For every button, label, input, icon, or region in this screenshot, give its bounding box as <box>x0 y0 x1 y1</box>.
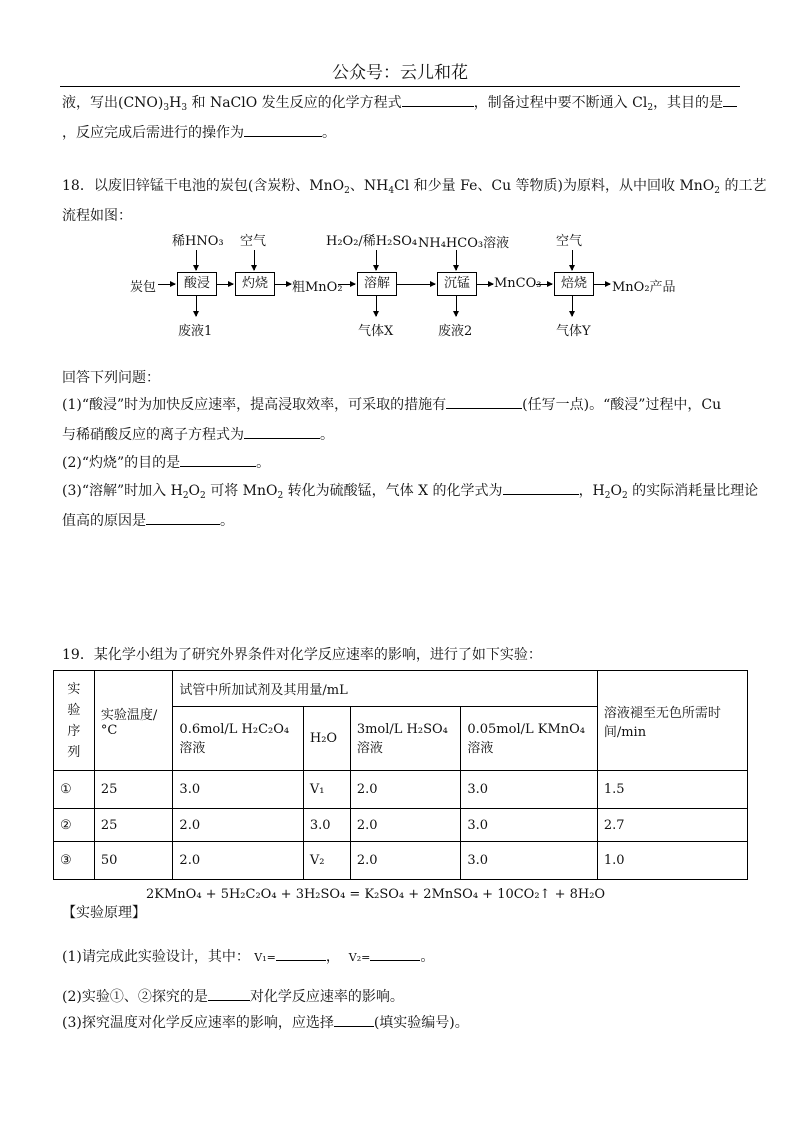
answer-blank[interactable] <box>208 986 250 1001</box>
page-header: 公众号：云儿和花 <box>332 63 468 83</box>
header-reagents: 试管中所加试剂及其用量/mL <box>173 671 597 707</box>
table-row: ③ 50 2.0 V₂ 2.0 3.0 1.0 <box>54 842 748 880</box>
input-dilute-hno3: 稀HNO₃ <box>172 234 224 249</box>
q18-p3-line1: (3)“溶解”时加入 $H_2O_2$ 可将 MnO$_2$ 转化为硫酸锰，气体 X 的化学式为 ，$H_2O_2$ 的实际消耗量比理论 <box>62 480 752 506</box>
answer-blank[interactable] <box>244 122 322 137</box>
arrow-down <box>456 296 457 316</box>
q19-p2: (2)实验①、②探究的是 对化学反应速率的影响。 <box>62 986 752 1007</box>
q18-prompt: 回答下列问题： <box>62 370 160 386</box>
answer-blank[interactable] <box>723 92 737 107</box>
output-waste-2: 废液2 <box>438 324 473 339</box>
q18-p1-line2: 与稀硝酸反应的离子方程式为 。 <box>62 424 752 445</box>
start-material: 炭包 <box>130 280 157 295</box>
product-mno2: MnO₂产品 <box>612 280 676 295</box>
q18-p2: (2)“灼烧”的目的是 。 <box>62 452 752 473</box>
output-gas-x: 气体X <box>358 324 394 339</box>
output-gas-y: 气体Y <box>556 324 591 339</box>
q19-intro: 19．某化学小组为了研究外界条件对化学反应速率的影响，进行了如下实验： <box>62 647 542 663</box>
answer-blank[interactable] <box>180 452 256 467</box>
header-h2o: H₂O <box>303 707 350 771</box>
arrow-down <box>572 250 573 270</box>
v1-blank[interactable] <box>276 946 326 961</box>
step-burn: 灼烧 <box>235 272 275 296</box>
step-dissolve: 溶解 <box>357 272 397 296</box>
arrow-right <box>158 284 175 285</box>
q18-p3-line2: 值高的原因是 。 <box>62 510 752 531</box>
q19-p3: (3)探究温度对化学反应速率的影响，应选择 (填实验编号)。 <box>62 1012 752 1033</box>
q17-line2: ，反应完成后需进行的操作为 。 <box>62 122 752 143</box>
step-roast: 焙烧 <box>554 272 594 296</box>
step-precipitate: 沉锰 <box>437 272 477 296</box>
arrow-right <box>338 284 355 285</box>
experiment-table <box>53 670 748 880</box>
arrow-right <box>536 284 552 285</box>
header-h2so4: 3mol/L H₂SO₄ 溶液 <box>350 707 461 771</box>
experiment-principle-label: 【实验原理】 <box>62 905 146 921</box>
arrow-down <box>376 296 377 316</box>
arrow-right <box>217 284 233 285</box>
q18-p1-line1: (1)“酸浸”时为加快反应速率，提高浸取效率，可采取的措施有 (任写一点)。“酸浸”过程中，Cu <box>62 394 752 415</box>
q18-intro-line1: 18．以废旧锌锰干电池的炭包(含炭粉、MnO$_2$、$NH_4Cl$ 和少量 Fe、Cu 等物质)为原料，从中回收 MnO$_2$ 的工艺 <box>62 178 767 196</box>
arrow-down <box>376 250 377 270</box>
arrow-down <box>572 296 573 316</box>
q18-intro-line2: 流程如图： <box>62 208 132 224</box>
arrow-right <box>275 284 291 285</box>
answer-blank[interactable] <box>446 394 522 409</box>
input-air-1: 空气 <box>240 234 267 249</box>
process-flow-diagram <box>120 230 720 340</box>
reaction-equation: 2KMnO₄ + 5H₂C₂O₄ + 3H₂SO₄ = K₂SO₄ + 2MnSO₄ + 10CO₂↑ + 8H₂O <box>146 887 606 902</box>
input-h2o2-h2so4: H₂O₂/稀H₂SO₄ <box>326 234 418 249</box>
input-nh4hco3: NH₄HCO₃溶液 <box>418 236 510 251</box>
output-waste-1: 废液1 <box>178 324 213 339</box>
arrow-right <box>477 284 493 285</box>
answer-blank[interactable] <box>244 424 320 439</box>
table-row: ② 25 2.0 3.0 2.0 3.0 2.7 <box>54 809 748 842</box>
v2-blank[interactable] <box>370 946 420 961</box>
answer-blank[interactable] <box>402 92 474 107</box>
header-kmno4: 0.05mol/L KMnO₄ 溶液 <box>461 707 597 771</box>
answer-blank[interactable] <box>503 480 579 495</box>
answer-blank[interactable] <box>146 510 220 525</box>
arrow-right <box>594 284 610 285</box>
header-time: 溶液褪至无色所需时间/min <box>597 671 747 771</box>
table-row: ① 25 3.0 V₁ 2.0 3.0 1.5 <box>54 771 748 809</box>
header-sequence: 实 验 序 列 <box>54 671 95 771</box>
step-acid-leach: 酸浸 <box>177 272 217 296</box>
input-air-2: 空气 <box>556 234 583 249</box>
header-temperature: 实验温度/°C <box>94 671 173 771</box>
crude-mno2: 粗MnO₂ <box>292 280 343 295</box>
arrow-down <box>254 250 255 270</box>
header-rule <box>60 86 740 87</box>
q19-p1: (1)请完成此实验设计，其中： V₁= ， V₂= 。 <box>62 946 752 968</box>
arrow-right <box>397 284 435 285</box>
header-h2c2o4: 0.6mol/L H₂C₂O₄ 溶液 <box>173 707 303 771</box>
arrow-down <box>196 250 197 270</box>
answer-blank[interactable] <box>334 1012 374 1027</box>
q17-line1: 液，写出$(CNO)_3H_3$ 和 NaClO 发生反应的化学方程式 ，制备过程中要不断通入 $Cl_2$，其目的是 <box>62 92 752 118</box>
arrow-down <box>456 250 457 270</box>
arrow-down <box>196 296 197 316</box>
mnco3: MnCO₃ <box>494 276 542 291</box>
